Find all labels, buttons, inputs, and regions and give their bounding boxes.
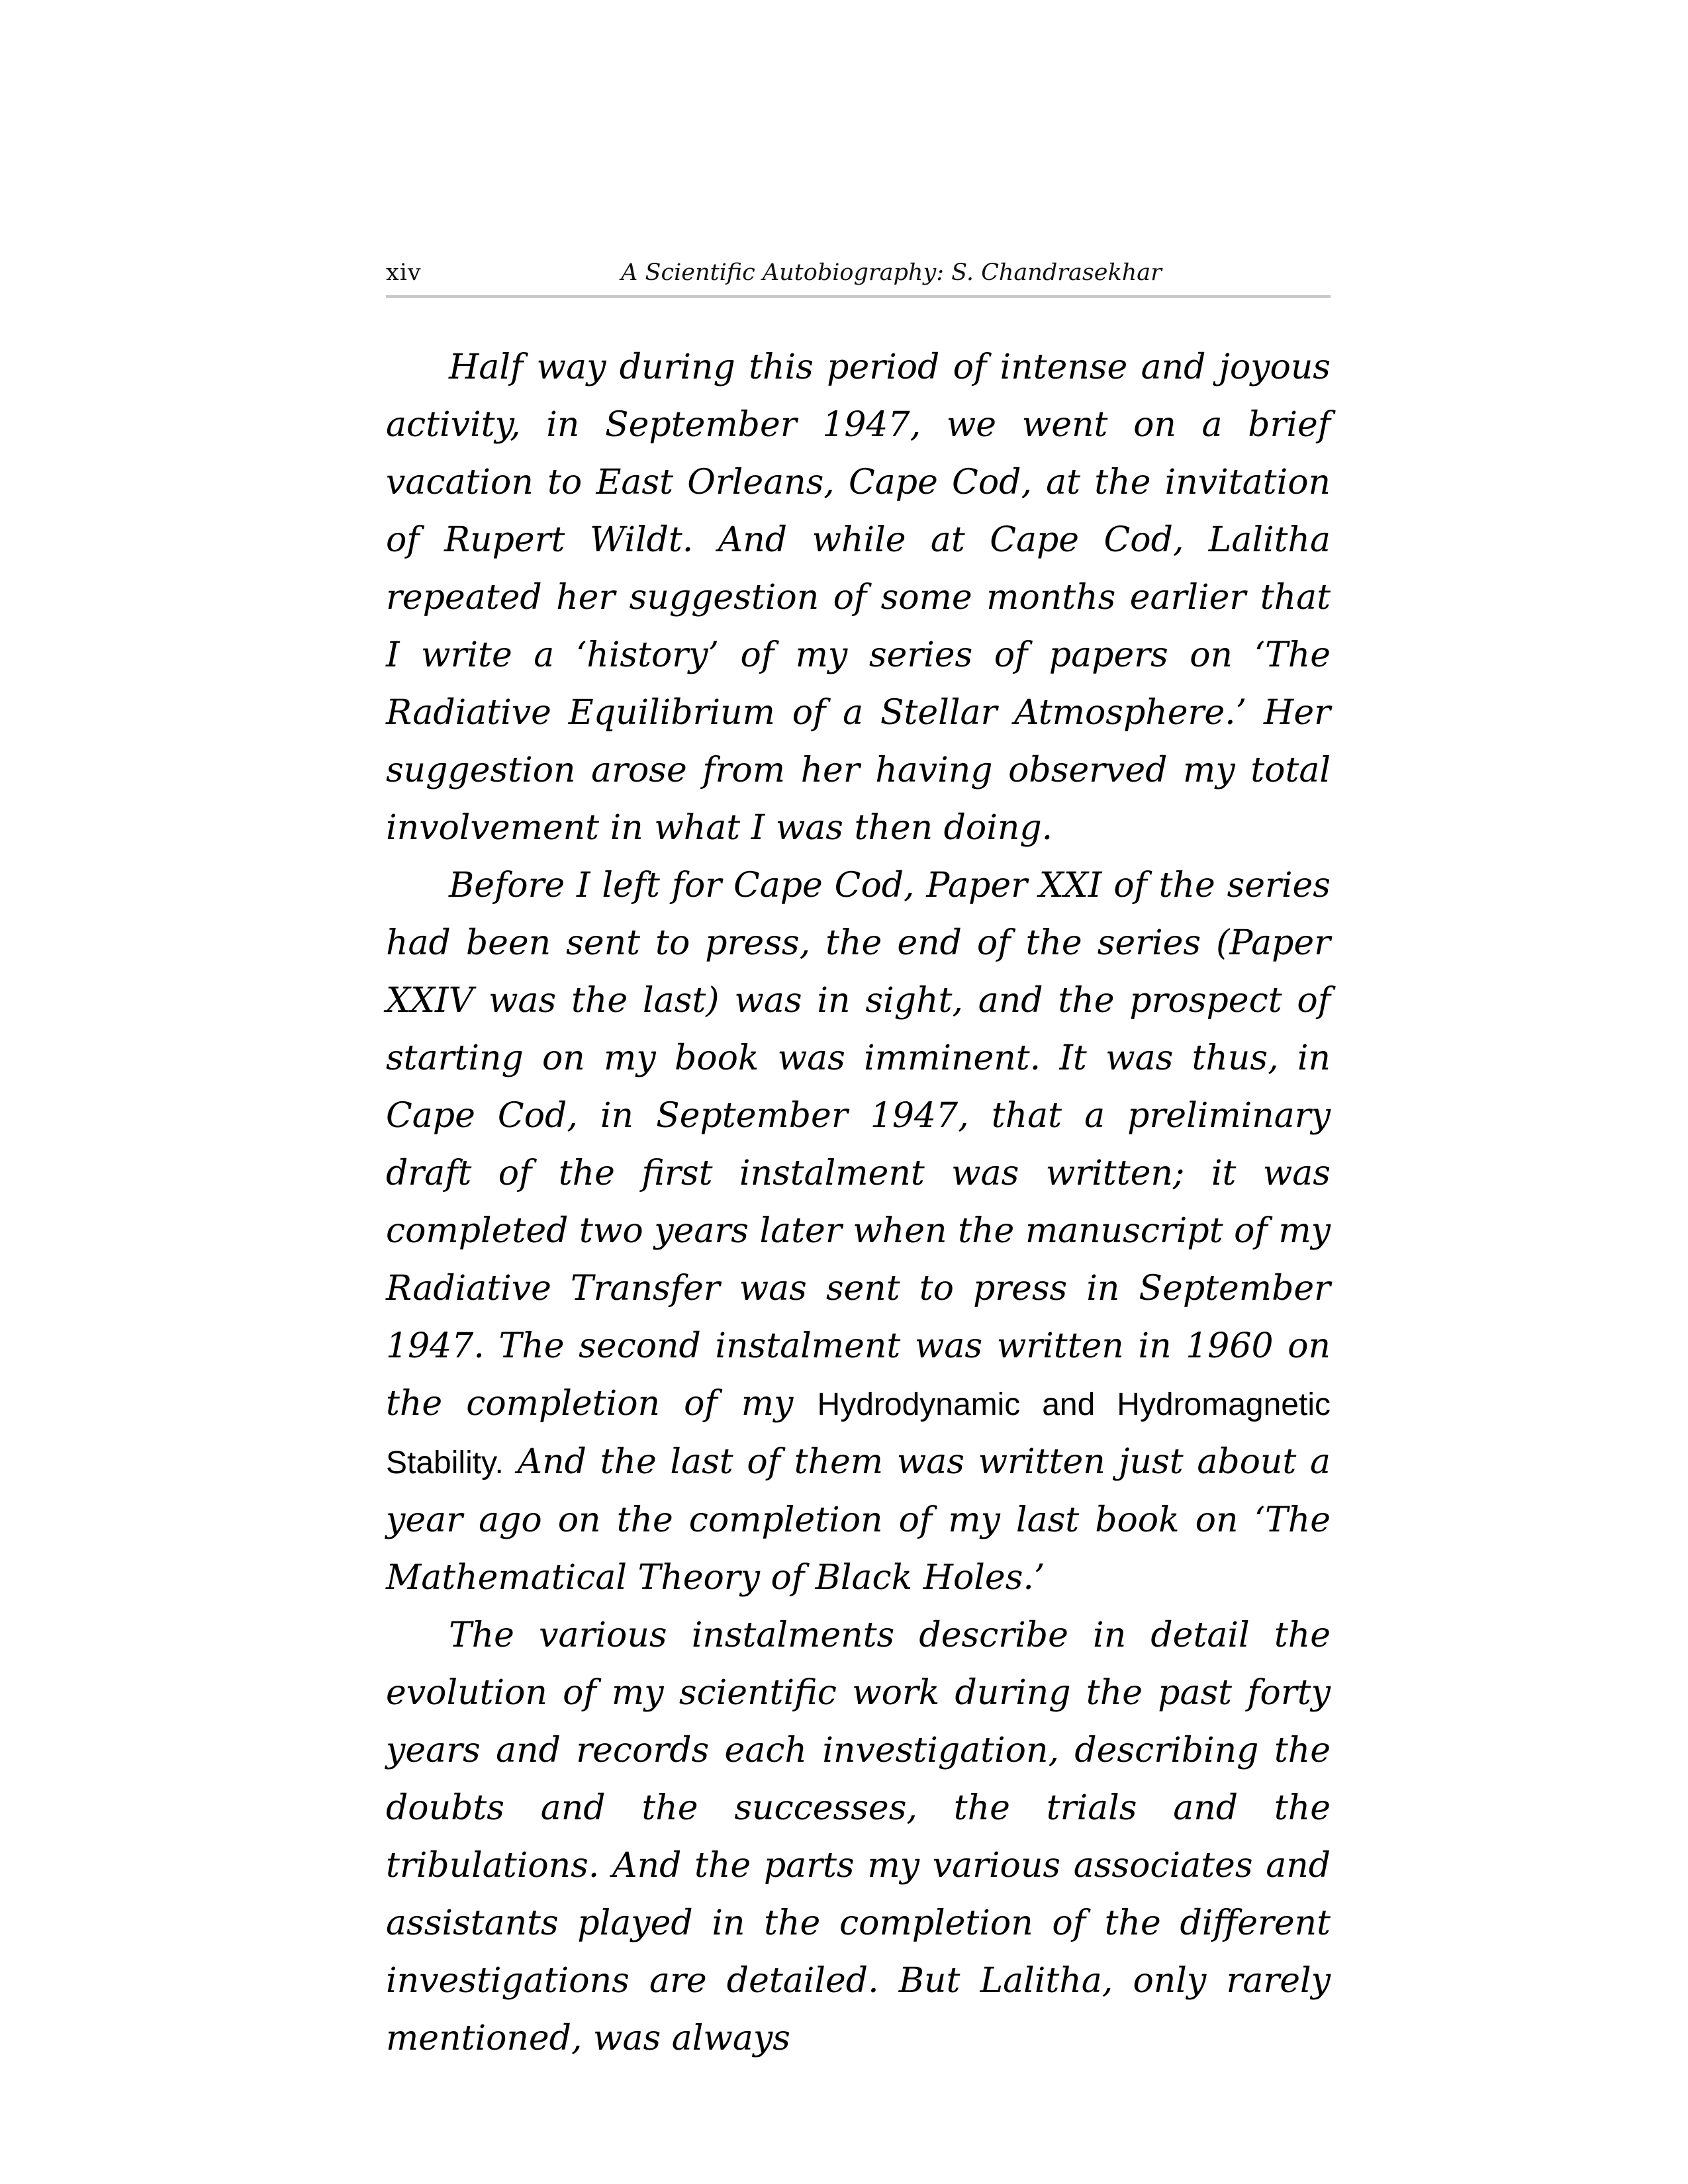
- paragraph-vacation: Half way during this period of intense and joyous activity, in September 1947, we went on a brief vacation to East Orleans, Cape Cod, at the invitation of Rupert Wildt. And while at Cape Cod, Lalitha repeated her suggestion of some months earlier that I write a ‘history’ of my series of papers on ‘The Radiative Equilibrium of a Stellar Atmosphere.’ Her suggestion arose from her having observed my total involvement in what I was then doing.: [386, 347, 1331, 848]
- paragraph-evolution: The various instalments describe in detail the evolution of my scientific work during the past forty years and records each investigation, describing the doubts and the successes, the trials and the tribulations. And the parts my various associates and assistants played in the completion of the different investigations are detailed. But Lalitha, only rarely mentioned, was always: [386, 1615, 1331, 2058]
- body-text: [386, 339, 1331, 2068]
- paragraph-instalments: [386, 857, 1331, 1607]
- running-head: [386, 259, 1331, 293]
- paragraph-text-after: And the last of them was written just about a year ago on the completion of my last book on ‘The Mathematical Theory of Black Holes.’: [386, 1442, 1331, 1598]
- running-title: A Scientific Autobiography: S. Chandrasekhar: [621, 259, 1162, 286]
- header-rule: [386, 295, 1331, 298]
- book-title: Hydrodynamic and Hydromagnetic Stability.: [386, 1387, 1331, 1480]
- paragraph-text-before: Before I left for Cape Cod, Paper XXI of the series had been sent to press, the end of the series (Paper XXIV was the last) was in sight, and the prospect of starting on my book was imminent. It was thus, in Cape Cod, in September 1947, that a preliminary draft of the first instalment was written; it was completed two years later when the manuscript of my Radiative Transfer was sent to press in September 1947. The second instalment was written in 1960 on the completion of my: [386, 866, 1331, 1424]
- page-number: xiv: [386, 259, 422, 286]
